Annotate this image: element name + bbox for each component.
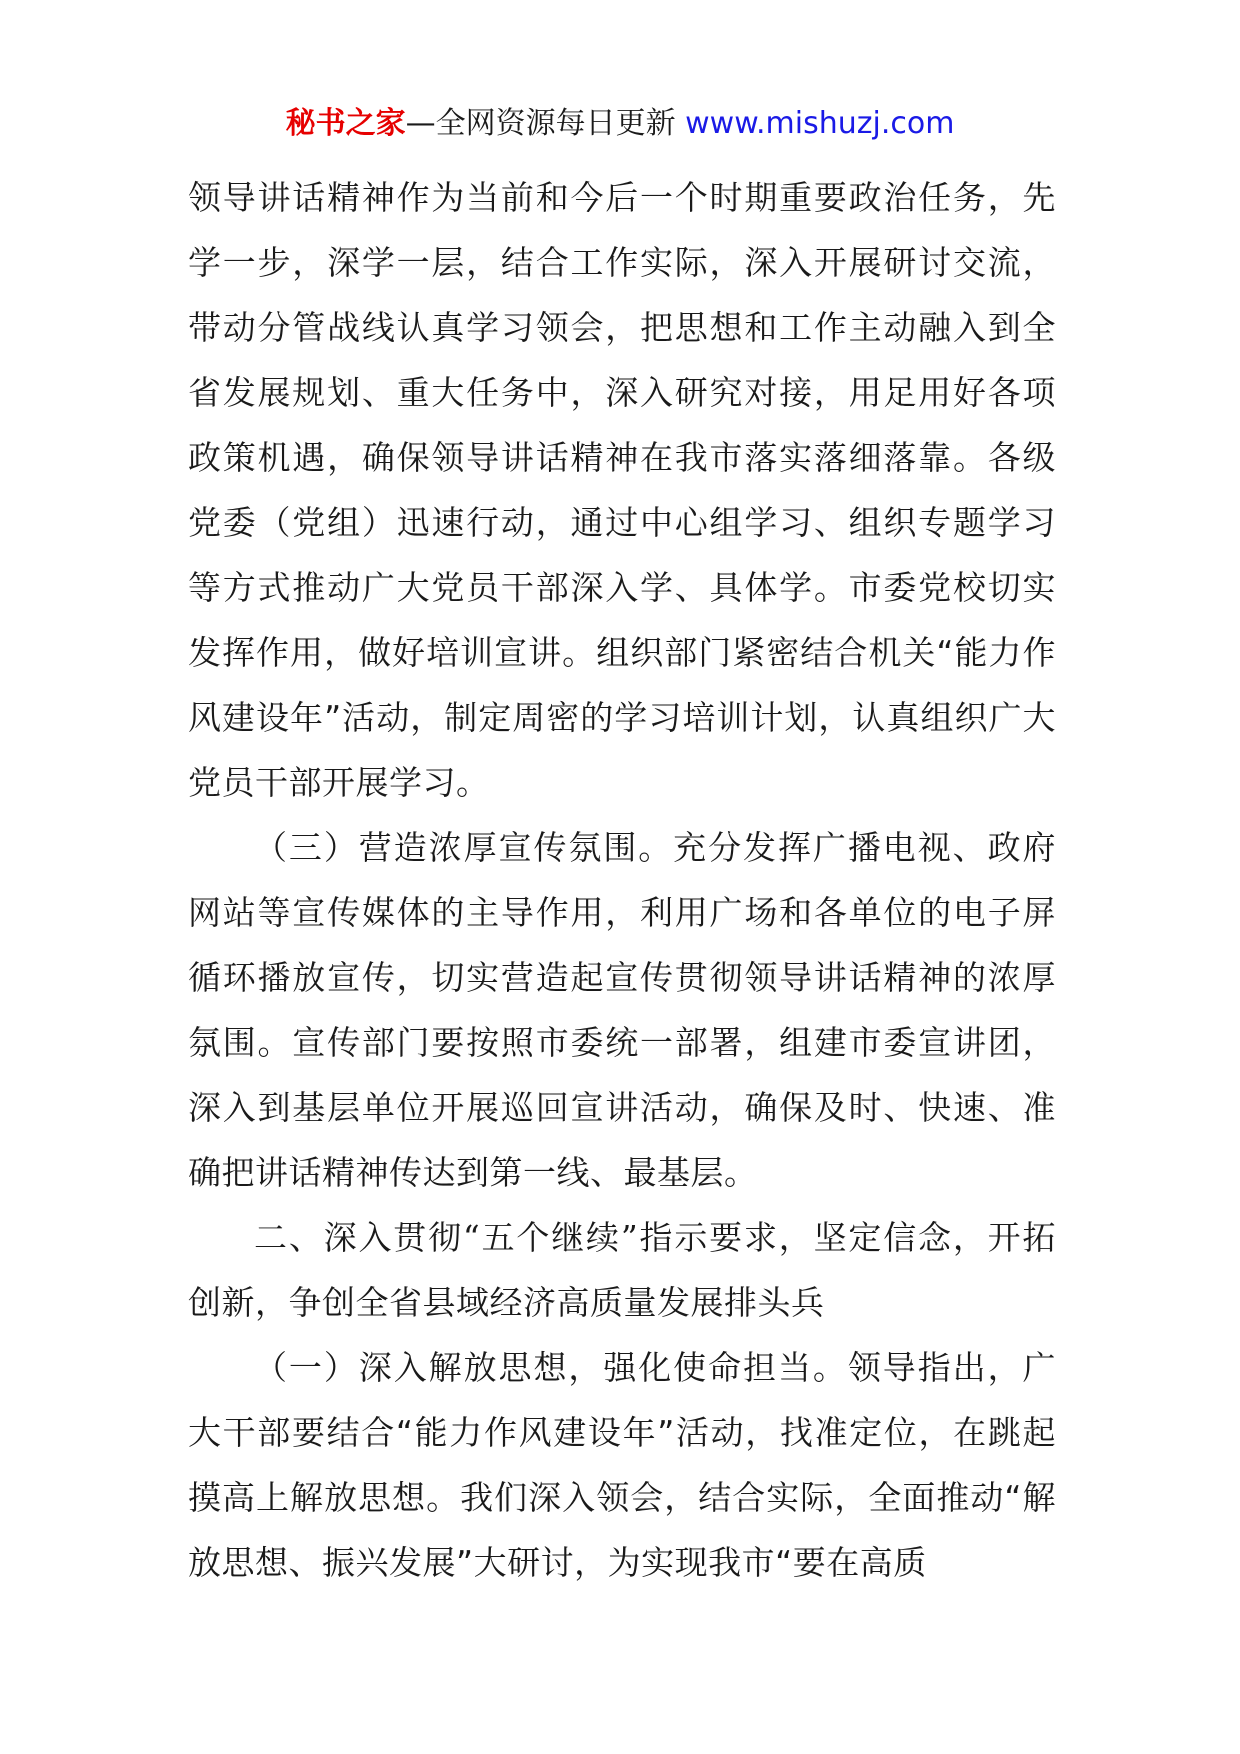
site-url-link[interactable]: www.mishuzj.com (685, 106, 955, 141)
site-brand: 秘书之家 (285, 106, 406, 141)
paragraph-subsection-one: （一）深入解放思想，强化使命担当。领导指出，广大干部要结合“能力作风建设年”活动，找准定位，在跳起摸高上解放思想。我们深入领会，结合实际，全面推动“解放思想、振兴发展”大研讨，为实现我市“要在高质 (188, 1348, 1056, 1582)
site-slogan: —全网资源每日更新 (405, 106, 686, 141)
document-body (188, 165, 1056, 1595)
site-header (0, 102, 1240, 146)
paragraph-section-three: （三）营造浓厚宣传氛围。充分发挥广播电视、政府网站等宣传媒体的主导作用，利用广场和各单位的电子屏循环播放宣传，切实营造起宣传贯彻领导讲话精神的浓厚氛围。宣传部门要按照市委统一部署，组建市委宣讲团，深入到基层单位开展巡回宣讲活动，确保及时、快速、准确把讲话精神传达到第一线、最基层。 (188, 828, 1056, 1192)
paragraph-continued: 领导讲话精神作为当前和今后一个时期重要政治任务，先学一步，深学一层，结合工作实际，深入开展研讨交流，带动分管战线认真学习领会，把思想和工作主动融入到全省发展规划、重大任务中，深入研究对接，用足用好各项政策机遇，确保领导讲话精神在我市落实落细落靠。各级党委（党组）迅速行动，通过中心组学习、组织专题学习等方式推动广大党员干部深入学、具体学。市委党校切实发挥作用，做好培训宣讲。组织部门紧密结合机关“能力作风建设年”活动，制定周密的学习培训计划，认真组织广大党员干部开展学习。 (188, 178, 1056, 802)
section-heading-two: 二、深入贯彻“五个继续”指示要求，坚定信念，开拓创新，争创全省县域经济高质量发展排头兵 (188, 1218, 1056, 1322)
